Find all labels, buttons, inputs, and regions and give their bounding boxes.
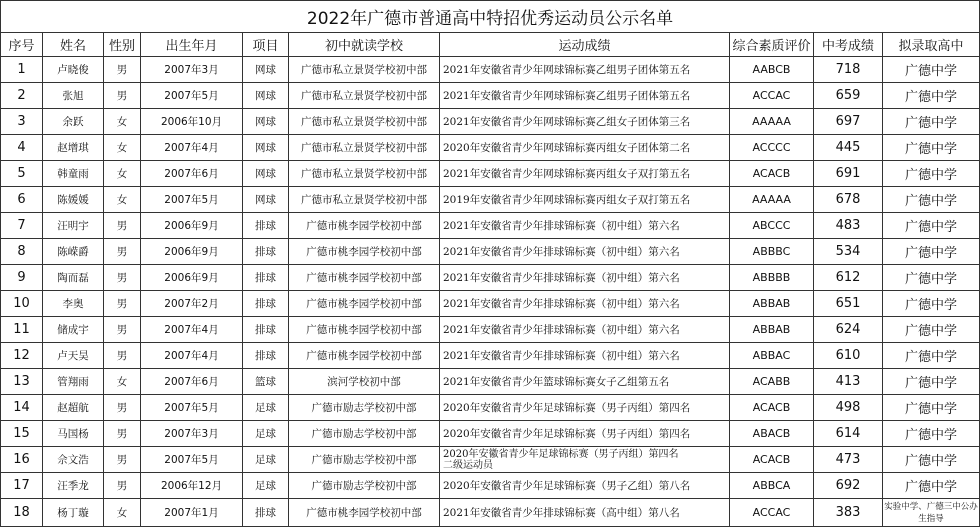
row-sport: 足球 <box>243 473 289 499</box>
row-sport: 网球 <box>243 135 289 161</box>
table-row <box>1 369 980 395</box>
row-achievement: 2020年安徽省青少年足球锦标赛（男子丙组）第四名 <box>440 421 730 447</box>
row-school: 广德市桃李园学校初中部 <box>289 499 440 527</box>
row-school: 广德市私立景贤学校初中部 <box>289 57 440 83</box>
row-admit: 广德中学 <box>883 473 980 499</box>
row-birth: 2006年9月 <box>141 265 243 291</box>
row-gender: 女 <box>104 369 141 395</box>
table-row <box>1 213 980 239</box>
row-school: 广德市桃李园学校初中部 <box>289 343 440 369</box>
row-achievement: 2020年安徽省青少年网球锦标赛丙组女子团体第二名 <box>440 135 730 161</box>
row-sport: 排球 <box>243 239 289 265</box>
table-row <box>1 447 980 473</box>
row-evaluation: ACACB <box>730 395 814 421</box>
row-school: 广德市桃李园学校初中部 <box>289 291 440 317</box>
row-gender: 男 <box>104 83 141 109</box>
row-admit: 广德中学 <box>883 135 980 161</box>
row-name: 陈嵘爵 <box>43 239 104 265</box>
row-sport: 网球 <box>243 161 289 187</box>
row-name: 陶而磊 <box>43 265 104 291</box>
row-sport: 网球 <box>243 109 289 135</box>
row-gender: 男 <box>104 239 141 265</box>
table-row <box>1 187 980 213</box>
row-sport: 排球 <box>243 499 289 527</box>
table-row <box>1 83 980 109</box>
row-sport: 网球 <box>243 57 289 83</box>
row-gender: 男 <box>104 343 141 369</box>
row-gender: 男 <box>104 447 141 473</box>
row-gender: 男 <box>104 57 141 83</box>
row-admit: 广德中学 <box>883 369 980 395</box>
row-score: 651 <box>814 291 883 317</box>
row-school: 广德市私立景贤学校初中部 <box>289 187 440 213</box>
row-birth: 2007年4月 <box>141 317 243 343</box>
row-no: 8 <box>1 239 43 265</box>
row-name: 陈媛媛 <box>43 187 104 213</box>
row-no: 18 <box>1 499 43 527</box>
row-gender: 男 <box>104 421 141 447</box>
row-score: 534 <box>814 239 883 265</box>
row-school: 广德市桃李园学校初中部 <box>289 317 440 343</box>
row-birth: 2007年5月 <box>141 447 243 473</box>
row-achievement: 2020年安徽省青少年足球锦标赛（男子乙组）第八名 <box>440 473 730 499</box>
row-no: 17 <box>1 473 43 499</box>
row-birth: 2007年4月 <box>141 135 243 161</box>
row-name: 卢天昊 <box>43 343 104 369</box>
row-achievement-line: 二级运动员 <box>443 459 493 471</box>
row-gender: 男 <box>104 291 141 317</box>
row-school: 广德市桃李园学校初中部 <box>289 213 440 239</box>
row-gender: 男 <box>104 473 141 499</box>
header-admit: 拟录取高中 <box>883 33 980 57</box>
header-no: 序号 <box>1 33 43 57</box>
row-score: 483 <box>814 213 883 239</box>
row-score: 614 <box>814 421 883 447</box>
row-evaluation: ACCAC <box>730 499 814 527</box>
row-evaluation: ABACB <box>730 421 814 447</box>
page-title: 2022年广德市普通高中特招优秀运动员公示名单 <box>1 1 980 33</box>
table-row <box>1 343 980 369</box>
row-school: 广德市私立景贤学校初中部 <box>289 135 440 161</box>
row-achievement: 2021年安徽省青少年排球锦标赛（高中组）第八名 <box>440 499 730 527</box>
row-gender: 男 <box>104 213 141 239</box>
row-school: 广德市私立景贤学校初中部 <box>289 109 440 135</box>
row-name: 汪明宇 <box>43 213 104 239</box>
row-score: 445 <box>814 135 883 161</box>
row-admit: 广德中学 <box>883 187 980 213</box>
row-gender: 女 <box>104 161 141 187</box>
row-score: 624 <box>814 317 883 343</box>
table-row <box>1 421 980 447</box>
row-no: 13 <box>1 369 43 395</box>
row-no: 11 <box>1 317 43 343</box>
table-row <box>1 161 980 187</box>
row-school: 广德市私立景贤学校初中部 <box>289 161 440 187</box>
row-sport: 排球 <box>243 317 289 343</box>
row-evaluation: AABCB <box>730 57 814 83</box>
row-birth: 2006年9月 <box>141 213 243 239</box>
row-sport: 网球 <box>243 187 289 213</box>
header-name: 姓名 <box>43 33 104 57</box>
row-evaluation: ABCCC <box>730 213 814 239</box>
row-no: 2 <box>1 83 43 109</box>
row-score: 678 <box>814 187 883 213</box>
row-admit: 广德中学 <box>883 395 980 421</box>
row-birth: 2007年3月 <box>141 421 243 447</box>
row-birth: 2007年3月 <box>141 57 243 83</box>
row-evaluation: ACCCC <box>730 135 814 161</box>
row-no: 5 <box>1 161 43 187</box>
row-score: 659 <box>814 83 883 109</box>
row-birth: 2007年2月 <box>141 291 243 317</box>
row-admit: 广德中学 <box>883 265 980 291</box>
row-achievement: 2021年安徽省青少年排球锦标赛（初中组）第六名 <box>440 265 730 291</box>
table-row <box>1 109 980 135</box>
row-birth: 2007年1月 <box>141 499 243 527</box>
row-school: 广德市桃李园学校初中部 <box>289 265 440 291</box>
row-sport: 足球 <box>243 395 289 421</box>
row-school: 广德市私立景贤学校初中部 <box>289 83 440 109</box>
row-no: 12 <box>1 343 43 369</box>
table-body <box>1 57 980 527</box>
row-score: 691 <box>814 161 883 187</box>
row-sport: 排球 <box>243 343 289 369</box>
header-row <box>1 33 980 57</box>
header-sport: 项目 <box>243 33 289 57</box>
row-admit: 广德中学 <box>883 343 980 369</box>
row-admit: 广德中学 <box>883 239 980 265</box>
row-evaluation: AAAAA <box>730 187 814 213</box>
table-row <box>1 265 980 291</box>
row-sport: 足球 <box>243 447 289 473</box>
row-no: 14 <box>1 395 43 421</box>
row-name: 杨丁璇 <box>43 499 104 527</box>
row-sport: 排球 <box>243 291 289 317</box>
row-achievement: 2021年安徽省青少年排球锦标赛（初中组）第六名 <box>440 291 730 317</box>
row-no: 15 <box>1 421 43 447</box>
row-name: 管翔雨 <box>43 369 104 395</box>
row-score: 610 <box>814 343 883 369</box>
row-evaluation: AAAAA <box>730 109 814 135</box>
row-achievement: 2021年安徽省青少年排球锦标赛（初中组）第六名 <box>440 317 730 343</box>
row-birth: 2006年12月 <box>141 473 243 499</box>
row-no: 1 <box>1 57 43 83</box>
header-evaluation: 综合素质评价 <box>730 33 814 57</box>
row-achievement: 2021年安徽省青少年排球锦标赛（初中组）第六名 <box>440 343 730 369</box>
row-name: 韩童雨 <box>43 161 104 187</box>
header-score: 中考成绩 <box>814 33 883 57</box>
row-score: 498 <box>814 395 883 421</box>
row-no: 4 <box>1 135 43 161</box>
row-admit: 广德中学 <box>883 291 980 317</box>
row-school: 广德市桃李园学校初中部 <box>289 239 440 265</box>
row-name: 佘文浩 <box>43 447 104 473</box>
row-name: 卢晓俊 <box>43 57 104 83</box>
row-no: 7 <box>1 213 43 239</box>
row-no: 9 <box>1 265 43 291</box>
row-no: 16 <box>1 447 43 473</box>
row-school: 滨河学校初中部 <box>289 369 440 395</box>
row-name: 余跃 <box>43 109 104 135</box>
row-sport: 网球 <box>243 83 289 109</box>
row-score: 413 <box>814 369 883 395</box>
row-score: 692 <box>814 473 883 499</box>
row-admit: 广德中学 <box>883 83 980 109</box>
row-score: 473 <box>814 447 883 473</box>
row-admit: 广德中学 <box>883 57 980 83</box>
row-name: 张旭 <box>43 83 104 109</box>
header-birth: 出生年月 <box>141 33 243 57</box>
row-gender: 女 <box>104 135 141 161</box>
row-achievement: 2021年安徽省青少年网球锦标赛乙组男子团体第五名 <box>440 83 730 109</box>
row-name: 赵增琪 <box>43 135 104 161</box>
row-school: 广德市励志学校初中部 <box>289 473 440 499</box>
row-school: 广德市励志学校初中部 <box>289 395 440 421</box>
row-admit: 实验中学、广德三中公办生指导 <box>883 499 980 527</box>
header-achievement: 运动成绩 <box>440 33 730 57</box>
row-gender: 女 <box>104 187 141 213</box>
header-gender: 性别 <box>104 33 141 57</box>
row-score: 697 <box>814 109 883 135</box>
table-row <box>1 239 980 265</box>
row-name: 汪季龙 <box>43 473 104 499</box>
row-birth: 2006年9月 <box>141 239 243 265</box>
row-achievement: 2020年安徽省青少年足球锦标赛（男子丙组）第四名 <box>440 395 730 421</box>
row-evaluation: ABBAB <box>730 317 814 343</box>
row-score: 718 <box>814 57 883 83</box>
row-name: 赵超航 <box>43 395 104 421</box>
header-school: 初中就读学校 <box>289 33 440 57</box>
row-sport: 篮球 <box>243 369 289 395</box>
row-admit: 广德中学 <box>883 161 980 187</box>
row-score: 612 <box>814 265 883 291</box>
row-no: 3 <box>1 109 43 135</box>
row-evaluation: ABBAB <box>730 291 814 317</box>
row-no: 10 <box>1 291 43 317</box>
row-achievement: 2021年安徽省青少年网球锦标赛乙组男子团体第五名 <box>440 57 730 83</box>
row-name: 储成宇 <box>43 317 104 343</box>
row-evaluation: ABBBC <box>730 239 814 265</box>
row-birth: 2007年6月 <box>141 161 243 187</box>
row-evaluation: ACACB <box>730 161 814 187</box>
table-row <box>1 395 980 421</box>
row-birth: 2007年5月 <box>141 83 243 109</box>
table-row <box>1 57 980 83</box>
row-admit: 广德中学 <box>883 109 980 135</box>
table-row <box>1 291 980 317</box>
row-birth: 2007年5月 <box>141 395 243 421</box>
row-admit: 广德中学 <box>883 317 980 343</box>
row-evaluation: ACACB <box>730 447 814 473</box>
row-achievement: 2021年安徽省青少年排球锦标赛（初中组）第六名 <box>440 213 730 239</box>
row-birth: 2006年10月 <box>141 109 243 135</box>
row-birth: 2007年6月 <box>141 369 243 395</box>
row-name: 李奥 <box>43 291 104 317</box>
row-school: 广德市励志学校初中部 <box>289 447 440 473</box>
row-achievement: 2019年安徽省青少年网球锦标赛丙组女子双打第五名 <box>440 187 730 213</box>
table-row <box>1 473 980 499</box>
row-evaluation: ACABB <box>730 369 814 395</box>
row-achievement <box>440 447 730 473</box>
row-sport: 排球 <box>243 265 289 291</box>
row-birth: 2007年5月 <box>141 187 243 213</box>
row-admit: 广德中学 <box>883 213 980 239</box>
row-evaluation: ABBCA <box>730 473 814 499</box>
row-evaluation: ACCAC <box>730 83 814 109</box>
table-row <box>1 317 980 343</box>
row-gender: 女 <box>104 499 141 527</box>
row-admit: 广德中学 <box>883 421 980 447</box>
row-sport: 足球 <box>243 421 289 447</box>
table-row <box>1 499 980 527</box>
row-achievement: 2021年安徽省青少年篮球锦标赛女子乙组第五名 <box>440 369 730 395</box>
row-gender: 男 <box>104 317 141 343</box>
row-gender: 男 <box>104 265 141 291</box>
row-gender: 女 <box>104 109 141 135</box>
table-row <box>1 135 980 161</box>
row-evaluation: ABBBB <box>730 265 814 291</box>
row-achievement: 2021年安徽省青少年排球锦标赛（初中组）第六名 <box>440 239 730 265</box>
row-achievement-line: 2020年安徽省青少年足球锦标赛（男子丙组）第四名 <box>443 448 679 460</box>
row-gender: 男 <box>104 395 141 421</box>
row-admit: 广德中学 <box>883 447 980 473</box>
row-no: 6 <box>1 187 43 213</box>
row-sport: 排球 <box>243 213 289 239</box>
row-birth: 2007年4月 <box>141 343 243 369</box>
row-name: 马国杨 <box>43 421 104 447</box>
row-achievement: 2021年安徽省青少年网球锦标赛乙组女子团体第三名 <box>440 109 730 135</box>
row-score: 383 <box>814 499 883 527</box>
row-evaluation: ABBAC <box>730 343 814 369</box>
row-school: 广德市励志学校初中部 <box>289 421 440 447</box>
row-achievement: 2021年安徽省青少年网球锦标赛丙组女子双打第五名 <box>440 161 730 187</box>
